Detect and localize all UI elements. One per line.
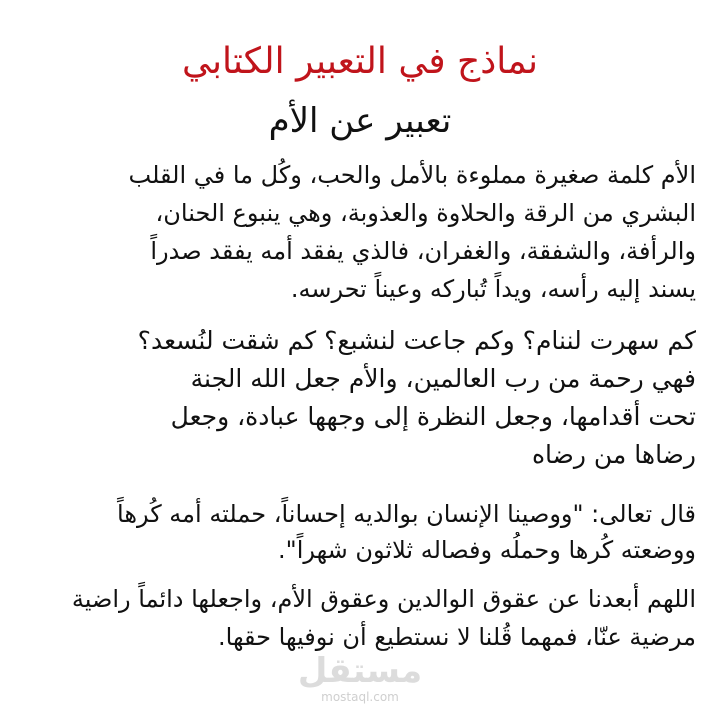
paragraph-line: ووضعته كُرها وحملُه وفصاله ثلاثون شهراً". xyxy=(278,536,696,564)
paragraph-line: الأم كلمة صغيرة مملوءة بالأمل والحب، وكُل ما في القلب xyxy=(128,161,696,189)
paragraph-line: قال تعالى: "ووصينا الإنسان بوالديه إحساناً، حملته أمه كُرهاً xyxy=(117,500,696,528)
paragraph-quran-quote xyxy=(24,496,696,568)
paragraph-line: رضاها من رضاه xyxy=(531,440,696,469)
paragraph-line: البشري من الرقة والحلاوة والعذوبة، وهي ينبوع الحنان، xyxy=(155,199,696,227)
paragraph-line: اللهم أبعدنا عن عقوق الوالدين وعقوق الأم، واجعلها دائماً راضية xyxy=(71,585,696,613)
page-subtitle: تعبير عن الأم xyxy=(268,101,452,141)
paragraph-prayer xyxy=(24,580,696,656)
paragraph-line: مرضية عنّا، فمهما قُلنا لا نستطيع أن نوفيها حقها. xyxy=(218,623,696,651)
paragraph-line: تحت أقدامها، وجعل النظرة إلى وجهها عبادة، وجعل xyxy=(170,402,696,431)
paragraph-line: والرأفة، والشفقة، والغفران، فالذي يفقد أمه يفقد صدراً xyxy=(150,237,696,265)
paragraph-questions xyxy=(24,322,696,474)
paragraph-intro xyxy=(24,156,696,308)
watermark-url: mostaql.com xyxy=(321,690,399,704)
paragraph-line: كم سهرت لننام؟ وكم جاعت لنشبع؟ كم شقت لنُسعد؟ xyxy=(137,326,696,355)
watermark-logo: مستقل xyxy=(297,651,423,691)
paragraph-line: يسند إليه رأسه، ويداً تُباركه وعيناً تحرسه. xyxy=(290,275,696,303)
page-title: نماذج في التعبير الكتابي xyxy=(181,41,539,82)
paragraph-line: فهي رحمة من رب العالمين، والأم جعل الله الجنة xyxy=(190,364,696,393)
watermark xyxy=(0,651,720,704)
